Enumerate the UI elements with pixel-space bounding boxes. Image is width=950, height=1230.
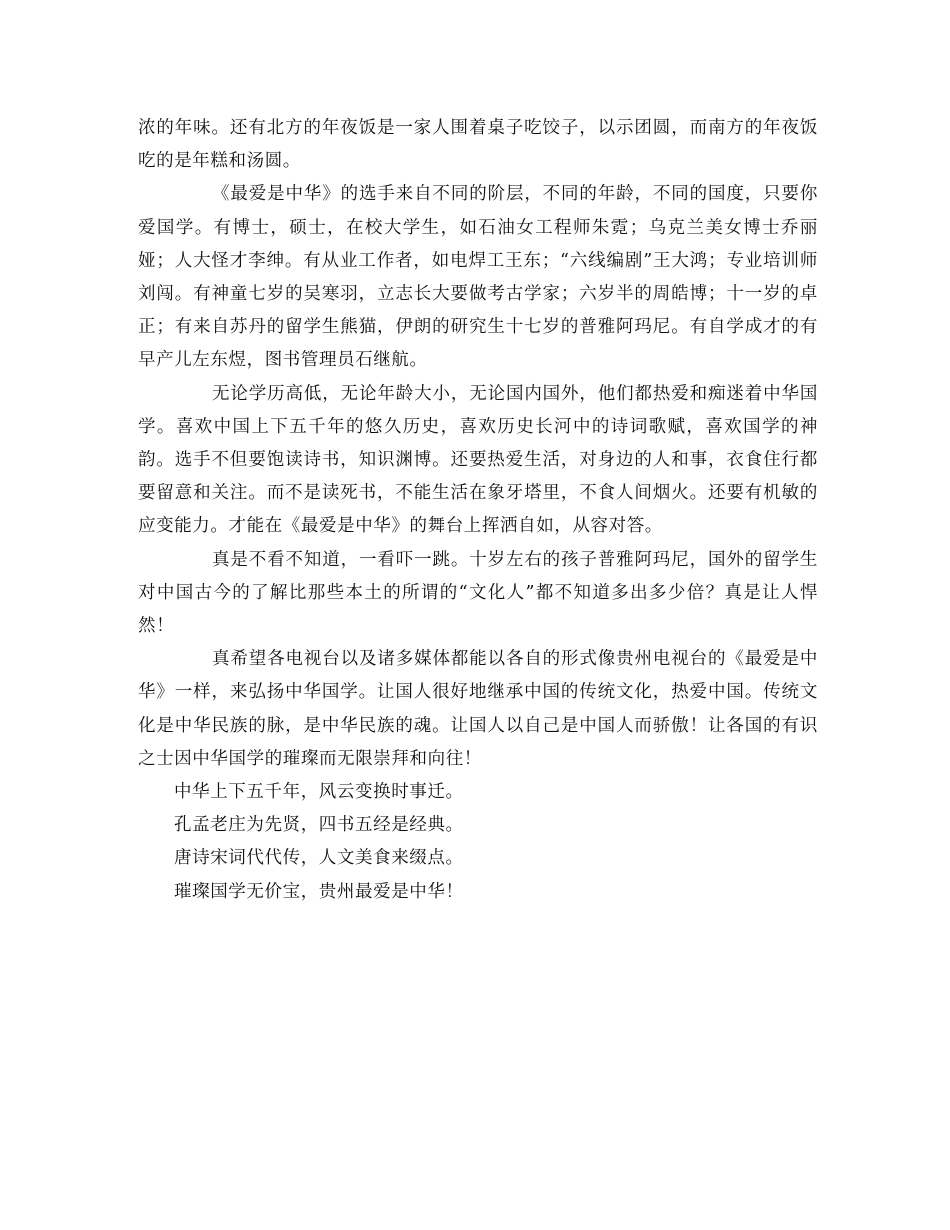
- paragraph-5: 真希望各电视台以及诸多媒体都能以各自的形式像贵州电视台的《最爱是中华》一样，来弘扬中华国学。让国人很好地继承中国的传统文化，热爱中国。传统文化是中华民族的脉，是中华民族的魂。让国人以自己是中国人而骄傲！让各国的有识之士因中华国学的璀璨而无限崇拜和向往！: [138, 649, 818, 769]
- paragraph-3: 无论学历高低，无论年龄大小，无论国内国外，他们都热爱和痴迷着中华国学。喜欢中国上下五千年的悠久历史，喜欢历史长河中的诗词歌赋，喜欢国学的神韵。选手不但要饱读诗书，知识渊博。还要热爱生活，对身边的人和事，衣食住行都要留意和关注。而不是读死书，不能生活在象牙塔里，不食人间烟火。还要有机敏的应变能力。才能在《最爱是中华》的舞台上挥洒自如，从容对答。: [138, 383, 818, 537]
- poem-line-4: 璀璨国学无价宝，贵州最爱是中华！: [174, 881, 464, 902]
- poem-line-3: 唐诗宋词代代传，人文美食来缀点。: [174, 848, 464, 869]
- paragraph-4: 真是不看不知道，一看吓一跳。十岁左右的孩子普雅阿玛尼，国外的留学生对中国古今的了解比那些本土的所谓的“文化人”都不知道多出多少倍？真是让人悍然！: [138, 549, 818, 637]
- poem-line-1: 中华上下五千年，风云变换时事迁。: [174, 782, 464, 803]
- poem-line-2: 孔孟老庄为先贤，四书五经是经典。: [174, 815, 464, 836]
- paragraph-2: 《最爱是中华》的选手来自不同的阶层，不同的年龄，不同的国度，只要你爱国学。有博士，硕士，在校大学生，如石油女工程师朱霓；乌克兰美女博士乔丽娅；人大怪才李绅。有从业工作者，如电焊工王东；“六线编剧”王大鸿；专业培训师刘闯。有神童七岁的吴寒羽，立志长大要做考古学家；六岁半的周皓博；十一岁的卓正；有来自苏丹的留学生熊猫，伊朗的研究生十七岁的普雅阿玛尼。有自学成才的有早产儿左东煜，图书管理员石继航。: [138, 184, 818, 371]
- paragraph-1: 浓的年味。还有北方的年夜饭是一家人围着桌子吃饺子，以示团圆，而南方的年夜饭吃的是年糕和汤圆。: [138, 118, 818, 172]
- document-body: [138, 112, 818, 909]
